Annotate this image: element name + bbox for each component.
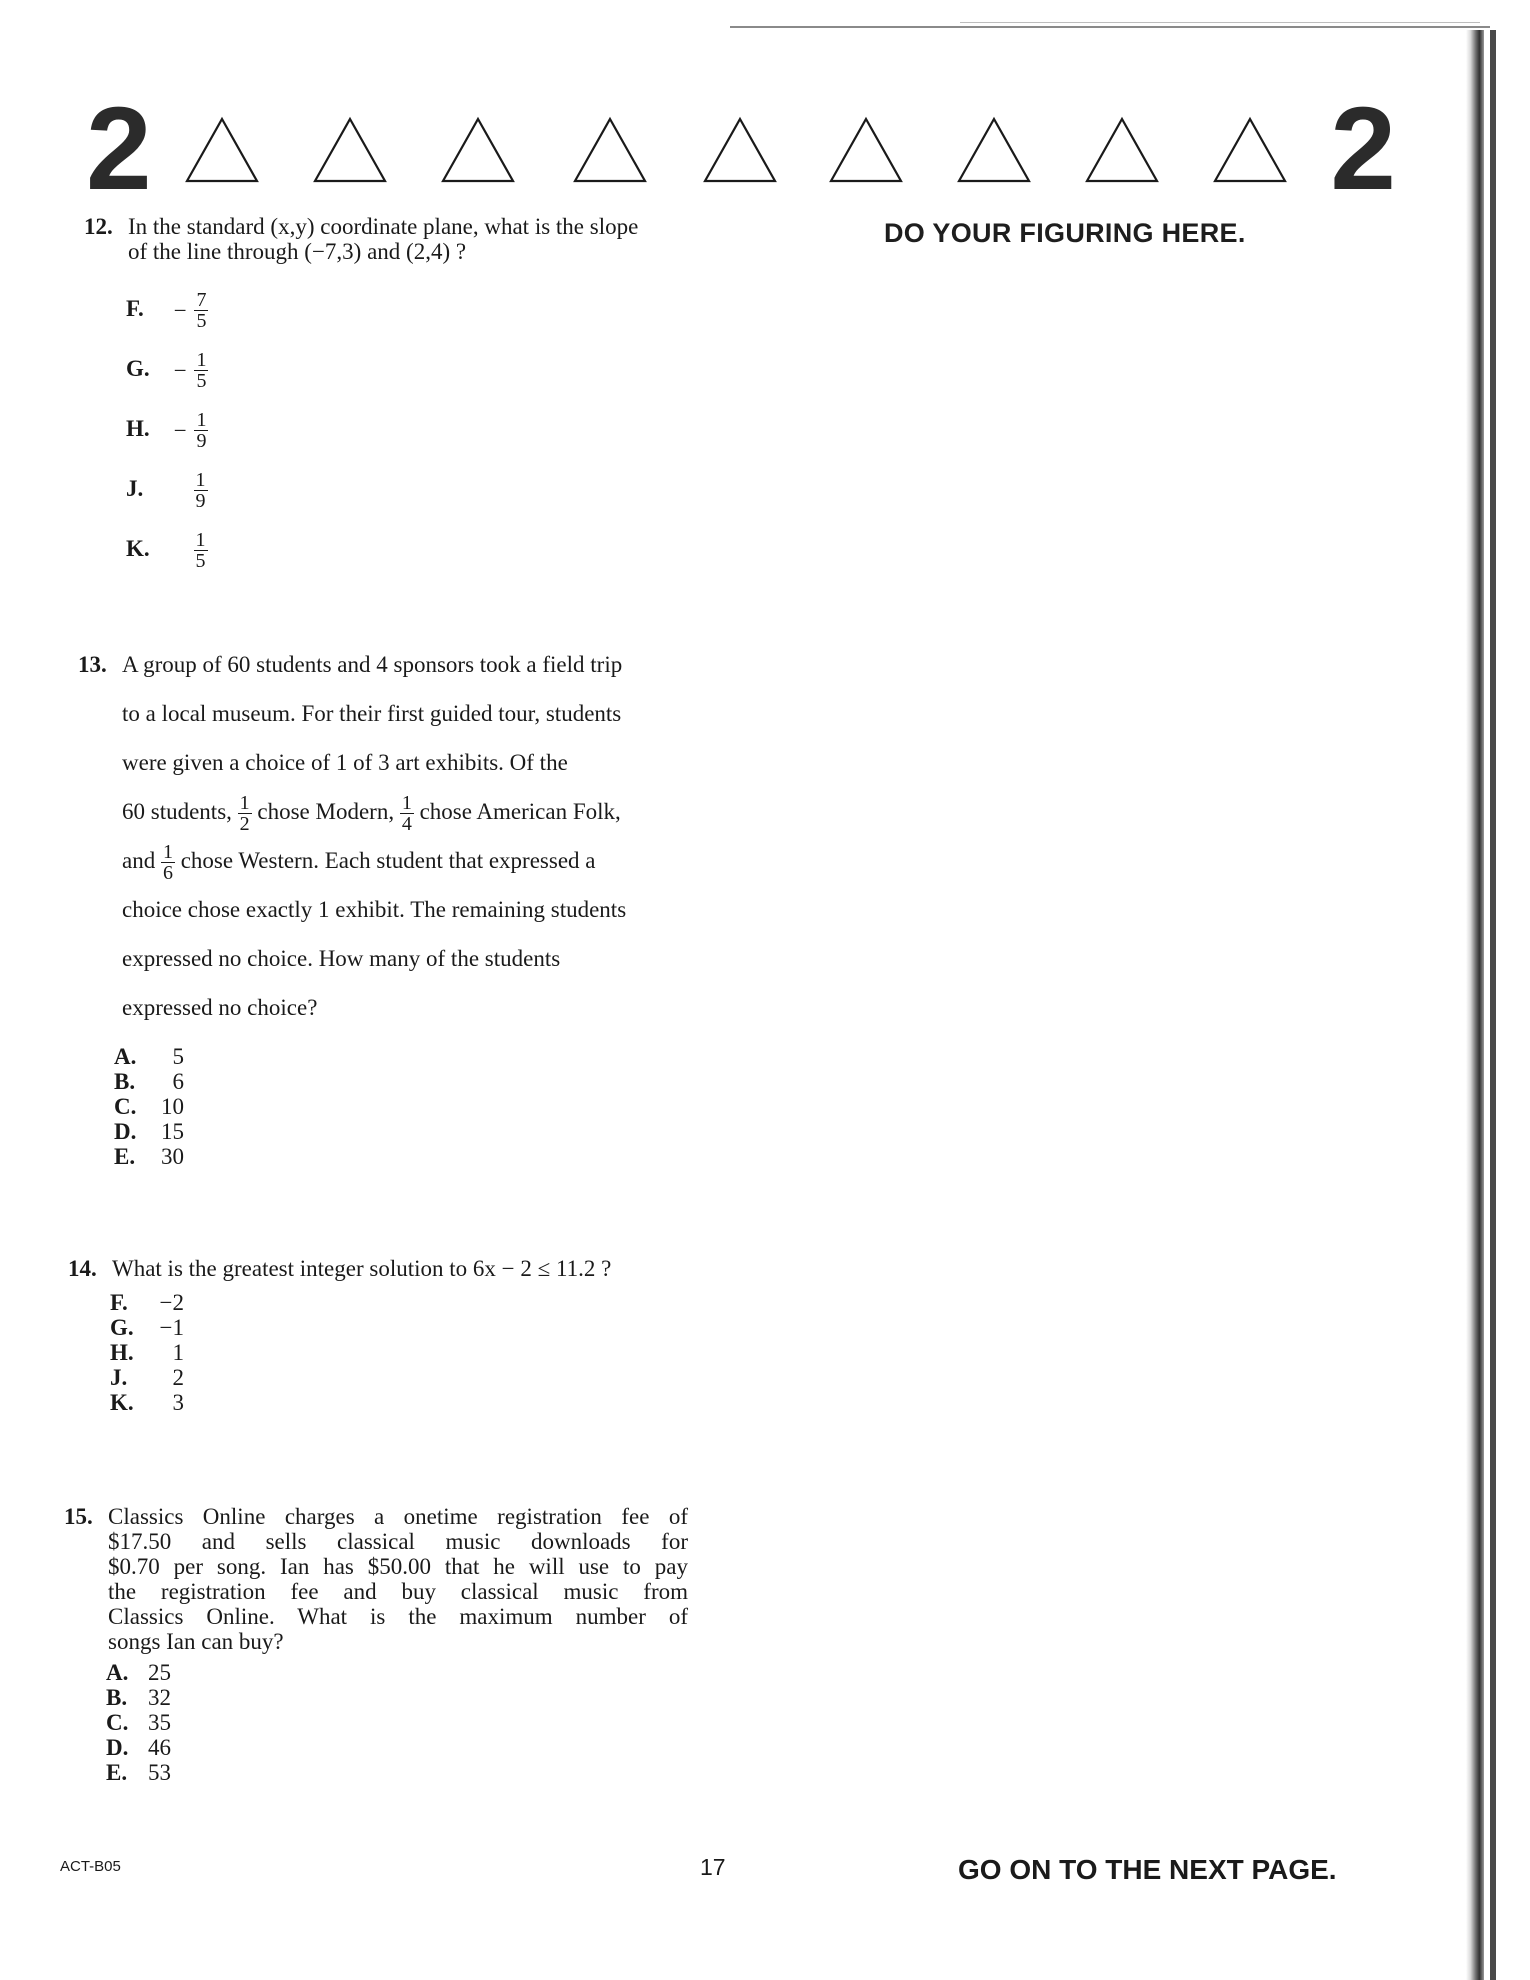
next-page-label: GO ON TO THE NEXT PAGE. [958, 1854, 1337, 1885]
stem-line: songs Ian can buy? [108, 1629, 284, 1654]
stem-line: the registration fee and buy classical music from [108, 1579, 688, 1604]
figuring-area-label: DO YOUR FIGURING HERE. [884, 218, 1246, 248]
answer-choice-d[interactable]: D. 46 [106, 1735, 171, 1760]
answer-choice-b[interactable]: B. 32 [106, 1685, 171, 1710]
triangle-icon [1084, 116, 1160, 184]
answer-choice-c[interactable]: C. 10 [114, 1094, 184, 1119]
answer-choice-h[interactable]: H. 1 [110, 1340, 184, 1365]
stem-line: $17.50 and sells classical music downloads for [108, 1529, 688, 1554]
stem-line: A group of 60 students and 4 sponsors took a field trip [122, 652, 623, 677]
triangle-icon [572, 116, 648, 184]
question-number: 14. [68, 1256, 97, 1281]
answer-choice-j[interactable]: J. $\frac{1}{9}$ [126, 469, 206, 512]
answer-choice-e[interactable]: E. 30 [114, 1144, 184, 1169]
scan-binding-edge [1490, 30, 1496, 1980]
fraction: $\frac{1}{5}$ [196, 349, 207, 392]
scan-edge-line [730, 26, 1490, 28]
question-number: 12. [84, 214, 113, 239]
stem-line: to a local museum. For their first guided tour, students [122, 701, 622, 726]
answer-choice-b[interactable]: B. 6 [114, 1069, 184, 1094]
answer-choice-a[interactable]: A. 5 [114, 1044, 184, 1069]
answer-choice-k[interactable]: K. 3 [110, 1390, 184, 1415]
answer-choice-f[interactable]: F. − $\frac{7}{5}$ [126, 289, 207, 332]
answer-choice-c[interactable]: C. 35 [106, 1710, 171, 1735]
section-number-right: 2 [1330, 83, 1396, 215]
answer-choice-k[interactable]: K. $\frac{1}{5}$ [126, 529, 206, 572]
answer-list [106, 1660, 171, 1785]
triangle-icon [440, 116, 516, 184]
stem-line: Classics Online charges a onetime registration fee of [108, 1504, 688, 1529]
triangle-icon [1212, 116, 1288, 184]
stem-line: expressed no choice. How many of the students [122, 946, 561, 971]
question-stem: What is the greatest integer solution to 6x − 2 ≤ 11.2 ? [112, 1256, 612, 1281]
triangle-icon [312, 116, 388, 184]
fraction: $\frac{1}{4}$ [401, 792, 412, 836]
section-header [86, 83, 1396, 215]
scan-edge-line [960, 22, 1480, 23]
stem-line: In the standard (x,y) coordinate plane, what is the slope [128, 214, 639, 239]
answer-choice-f[interactable]: F. −2 [110, 1290, 184, 1315]
triangle-icon [828, 116, 904, 184]
answer-choice-g[interactable]: G. − $\frac{1}{5}$ [126, 349, 207, 392]
page-number: 17 [700, 1854, 726, 1880]
stem-line: expressed no choice? [122, 995, 318, 1020]
stem-line: of the line through (−7,3) and (2,4) ? [128, 239, 467, 264]
answer-choice-d[interactable]: D. 15 [114, 1119, 184, 1144]
stem-line: 60 students, $\frac{1}{2}$ chose Modern, $\frac{1}{4}$ chose American Folk, [122, 792, 621, 836]
form-code: ACT-B05 [60, 1858, 121, 1875]
question-number: 15. [64, 1504, 93, 1529]
fraction: $\frac{1}{9}$ [195, 469, 206, 512]
answer-choice-j[interactable]: J. 2 [110, 1365, 184, 1390]
scan-binding-shadow [1466, 30, 1484, 1980]
fraction: $\frac{1}{5}$ [195, 529, 206, 572]
question-number: 13. [78, 652, 107, 677]
question-stem [108, 1504, 688, 1654]
answer-choice-h[interactable]: H. − $\frac{1}{9}$ [126, 409, 207, 452]
section-number-left: 2 [86, 83, 152, 215]
stem-line: and $\frac{1}{6}$ chose Western. Each student that expressed a [122, 841, 596, 885]
answer-choice-g[interactable]: G. −1 [110, 1315, 184, 1340]
stem-line: $0.70 per song. Ian has $50.00 that he will use to pay [108, 1554, 688, 1579]
triangle-icon [184, 116, 260, 184]
triangle-icon [956, 116, 1032, 184]
triangle-icon [702, 116, 778, 184]
stem-line: were given a choice of 1 of 3 art exhibits. Of the [122, 750, 568, 775]
question-stem [128, 214, 748, 264]
fraction: $\frac{1}{9}$ [196, 409, 207, 452]
answer-choice-e[interactable]: E. 53 [106, 1760, 171, 1785]
answer-choice-a[interactable]: A. 25 [106, 1660, 171, 1685]
fraction: $\frac{7}{5}$ [196, 289, 207, 332]
question-stem [122, 640, 722, 1032]
answer-list [114, 1044, 184, 1169]
fraction: $\frac{1}{6}$ [162, 841, 173, 885]
answer-list [110, 1290, 184, 1415]
stem-line: choice chose exactly 1 exhibit. The remaining students [122, 897, 627, 922]
stem-line: Classics Online. What is the maximum number of [108, 1604, 688, 1629]
fraction: $\frac{1}{2}$ [239, 792, 250, 836]
